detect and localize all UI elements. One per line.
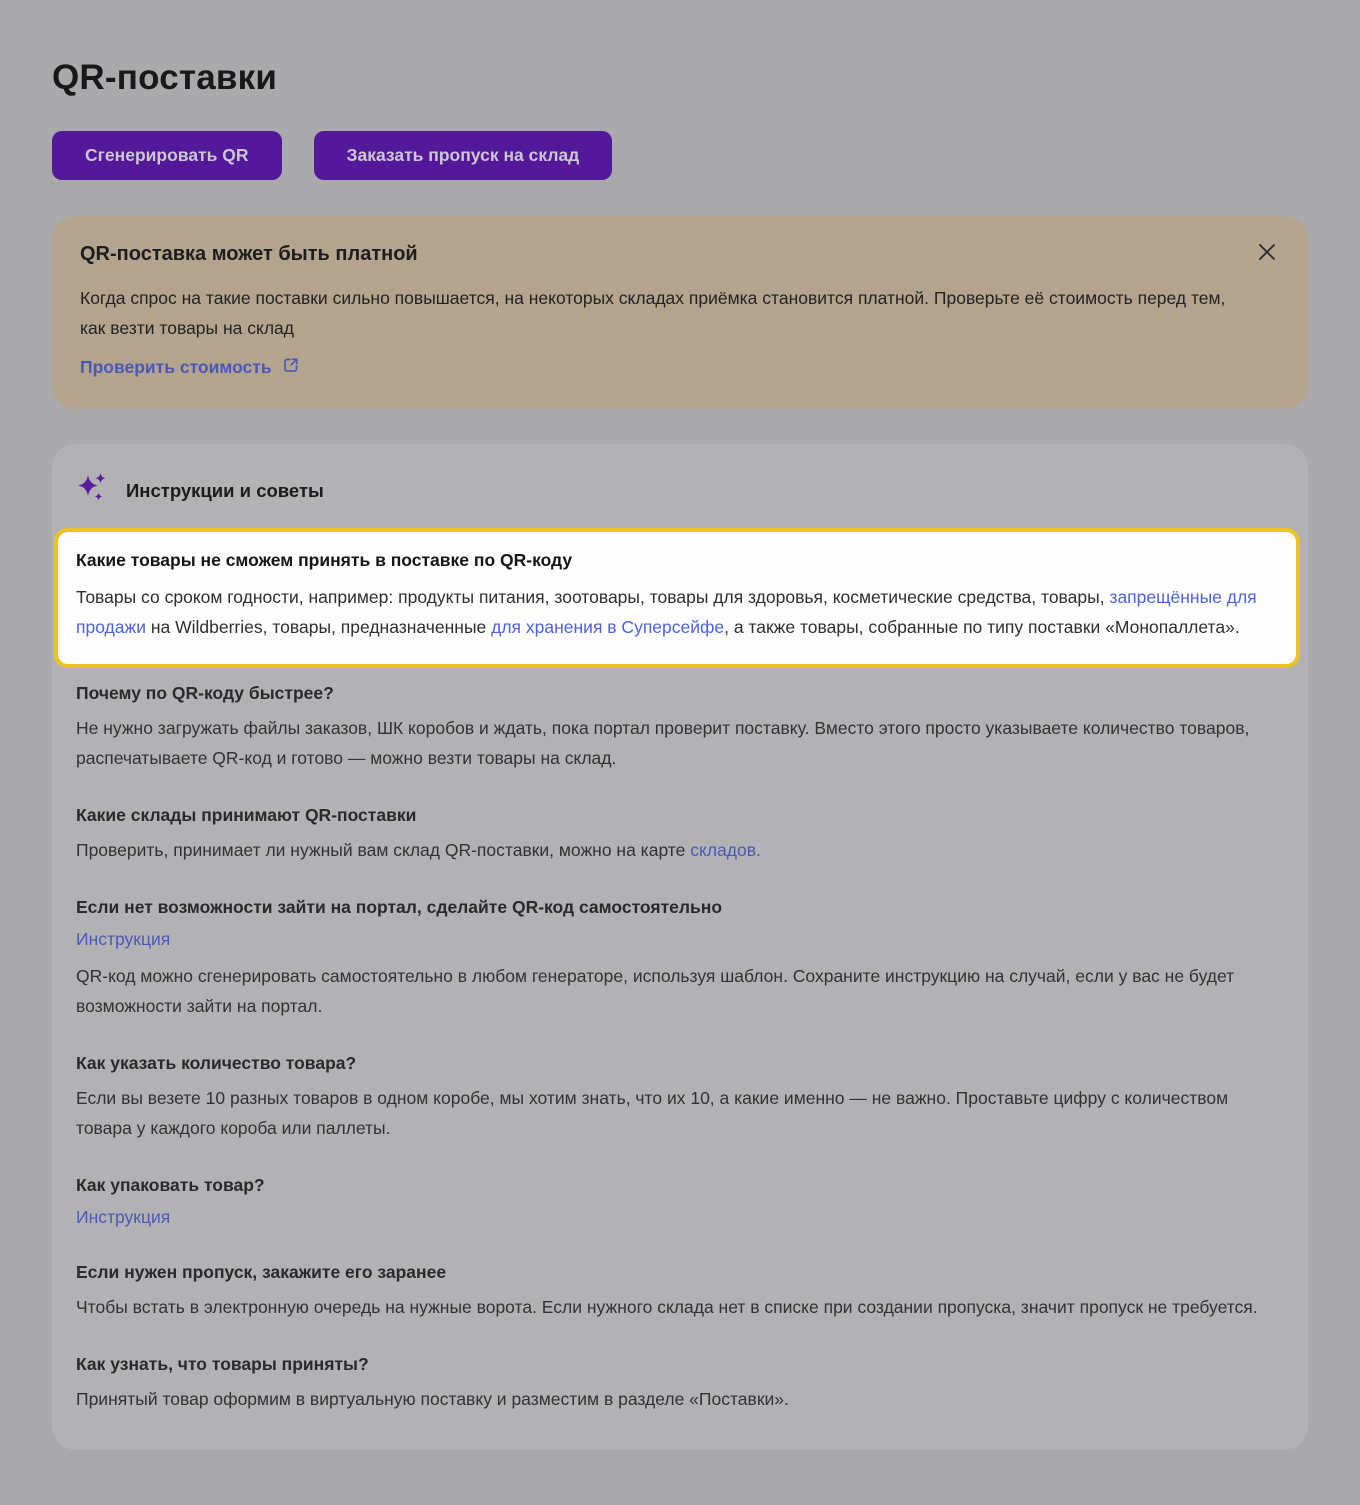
section-heading: Как указать количество товара? [76,1053,357,1073]
highlighted-tip-card [54,528,1300,668]
inline-link[interactable]: запрещённые для продажи [76,587,1257,637]
page-title: QR-поставки [52,58,278,97]
section-paragraph [76,1083,1266,1143]
highlight-text [76,582,1276,642]
faq-section [76,897,1284,1021]
section-heading: Почему по QR-коду быстрее? [76,683,334,703]
faq-section [76,1354,1284,1414]
banner-title: QR-поставка может быть платной [80,243,418,265]
section-heading: Если нужен пропуск, закажите его заранее [76,1262,447,1282]
text-run: Чтобы встать в электронную очередь на нужные ворота. Если нужного склада нет в списке при создании пропуска, значит пропуск не требуется. [76,1297,1258,1317]
section-paragraph [76,1292,1266,1322]
tips-header [76,470,1284,511]
section-paragraph [76,713,1266,773]
faq-sections [76,683,1284,1414]
inline-link[interactable]: складов. [690,840,761,860]
inline-link[interactable]: для хранения в Суперсейфе [491,617,725,637]
toolbar [52,131,1308,180]
faq-section [76,805,1284,865]
paid-supply-banner [52,216,1308,409]
tips-header-label: Инструкции и советы [126,479,324,501]
instruction-link[interactable]: Инструкция [76,929,171,949]
faq-section [76,1053,1284,1143]
text-run: Принятый товар оформим в виртуальную поставку и разместим в разделе «Поставки». [76,1389,789,1409]
section-paragraph [76,961,1266,1021]
check-cost-link[interactable] [80,356,300,379]
faq-section [76,683,1284,773]
text-run: на Wildberries, товары, предназначенные [145,617,492,637]
external-link-icon [282,356,300,379]
section-heading: Какие склады принимают QR-поставки [76,805,417,825]
check-cost-link-label: Проверить стоимость [80,357,272,377]
section-heading: Как узнать, что товары приняты? [76,1354,369,1374]
sparkles-icon [76,470,112,511]
section-paragraph [76,1384,1266,1414]
faq-section [76,1262,1284,1322]
text-run: , а также товары, собранные по типу поставки «Монопаллета». [724,617,1240,637]
text-run: Проверить, принимает ли нужный вам склад QR-поставки, можно на карте [76,840,691,860]
instruction-link[interactable]: Инструкция [76,1207,171,1227]
section-heading: Если нет возможности зайти на портал, сделайте QR-код самостоятельно [76,897,723,917]
generate-qr-button[interactable]: Сгенерировать QR [52,131,282,180]
order-pass-button[interactable]: Заказать пропуск на склад [314,131,613,180]
faq-section [76,1175,1284,1230]
banner-body: Когда спрос на такие поставки сильно повышается, на некоторых складах приёмка становится платной. Проверьте её стоимость перед тем, как везти товары на склад [80,288,1226,338]
text-run: Товары со сроком годности, например: продукты питания, зоотовары, товары для здоровья, косметические средства, товары, [76,587,1110,607]
section-paragraph [76,835,1266,865]
banner-close-button[interactable] [1254,240,1280,266]
text-run: QR-код можно сгенерировать самостоятельно в любом генераторе, используя шаблон. Сохраните инструкцию на случай, если у вас не будет возможности зайти на портал. [76,966,1235,1016]
section-heading: Как упаковать товар? [76,1175,265,1195]
tips-card [52,444,1308,1450]
highlight-heading: Какие товары не сможем принять в поставке по QR-коду [76,550,573,570]
close-icon [1255,240,1279,267]
text-run: Если вы везете 10 разных товаров в одном коробе, мы хотим знать, что их 10, а какие именно — не важно. Проставьте цифру с количеством товара у каждого короба или паллеты. [76,1088,1229,1138]
text-run: Не нужно загружать файлы заказов, ШК коробов и ждать, пока портал проверит поставку. Вместо этого просто указываете количество товаров, распечатываете QR-код и готово — можно везти товары на склад. [76,718,1250,768]
